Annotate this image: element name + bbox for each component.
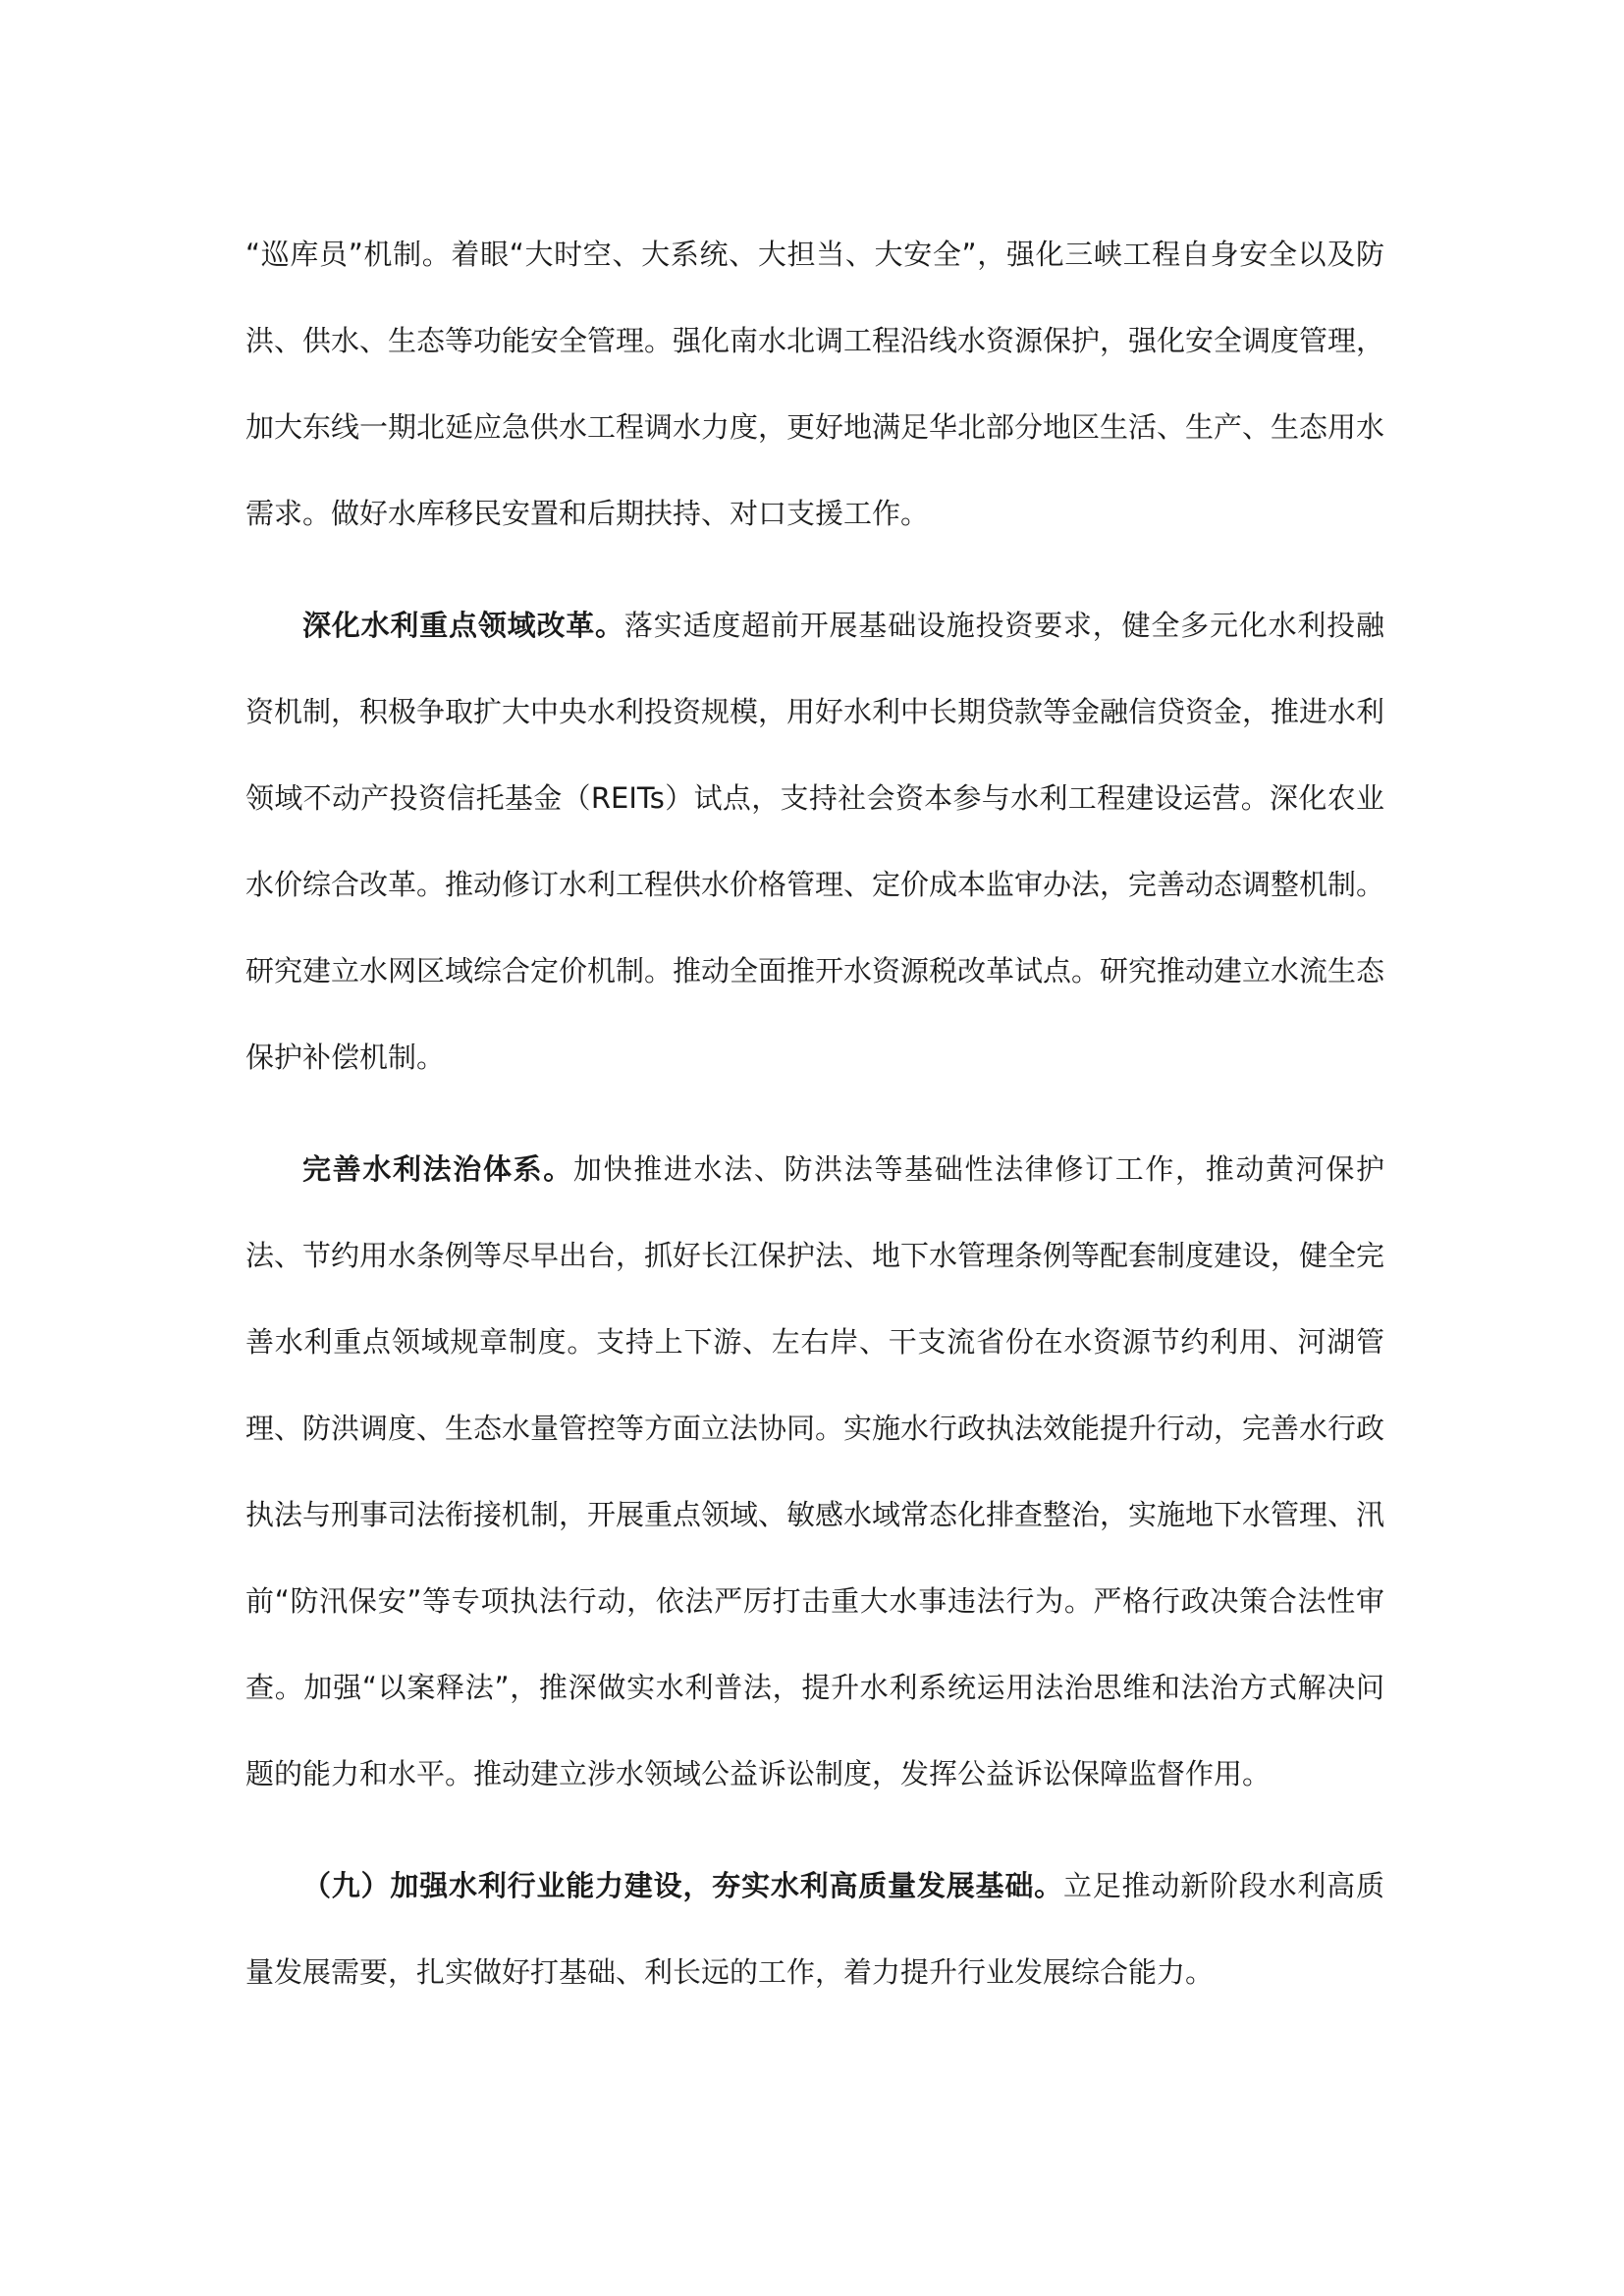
document-body: [245, 211, 1384, 2015]
paragraph-gap: [245, 1100, 1384, 1126]
paragraph-gap: [245, 1817, 1384, 1842]
paragraph-lead: 完善水利法治体系。: [302, 1152, 573, 1186]
paragraph-text: 落实适度超前开展基础设施投资要求，健全多元化水利投融资机制，积极争取扩大中央水利投资规模，用好水利中长期贷款等金融信贷资金，推进水利领域不动产投资信托基金（REITs）试点，支持社会资本参与水利工程建设运营。深化农业水价综合改革。推动修订水利工程供水价格管理、定价成本监审办法，完善动态调整机制。研究建立水网区域综合定价机制。推动全面推开水资源税改革试点。研究推动建立水流生态保护补偿机制。: [245, 609, 1385, 1074]
paragraph-text: 立足推动新阶段水利高质量发展需要，扎实做好打基础、利长远的工作，着力提升行业发展综合能力。: [245, 1869, 1384, 1989]
paragraph-legal-system: [245, 1126, 1384, 1817]
paragraph-lead: 深化水利重点领域改革。: [302, 609, 624, 642]
paragraph-text: “巡库员”机制。着眼“大时空、大系统、大担当、大安全”，强化三峡工程自身安全以及防洪、供水、生态等功能安全管理。强化南水北调工程沿线水资源保护，强化安全调度管理，加大东线一期北延应急供水工程调水力度，更好地满足华北部分地区生活、生产、生态用水需求。做好水库移民安置和后期扶持、对口支援工作。: [245, 238, 1385, 530]
paragraph-gap: [245, 557, 1384, 582]
paragraph-lead: （九）加强水利行业能力建设，夯实水利高质量发展基础。: [302, 1869, 1063, 1902]
paragraph-reservoir-safety: [245, 211, 1384, 557]
paragraph-capacity-building: [245, 1842, 1384, 2015]
paragraph-reform: [245, 582, 1384, 1100]
paragraph-text: 加快推进水法、防洪法等基础性法律修订工作，推动黄河保护法、节约用水条例等尽早出台，抓好长江保护法、地下水管理条例等配套制度建设，健全完善水利重点领域规章制度。支持上下游、左右岸、干支流省份在水资源节约利用、河湖管理、防洪调度、生态水量管控等方面立法协同。实施水行政执法效能提升行动，完善水行政执法与刑事司法衔接机制，开展重点领域、敏感水域常态化排查整治，实施地下水管理、汛前“防汛保安”等专项执法行动，依法严厉打击重大水事违法行为。严格行政决策合法性审查。加强“以案释法”，推深做实水利普法，提升水利系统运用法治思维和法治方式解决问题的能力和水平。推动建立涉水领域公益诉讼制度，发挥公益诉讼保障监督作用。: [245, 1152, 1385, 1790]
